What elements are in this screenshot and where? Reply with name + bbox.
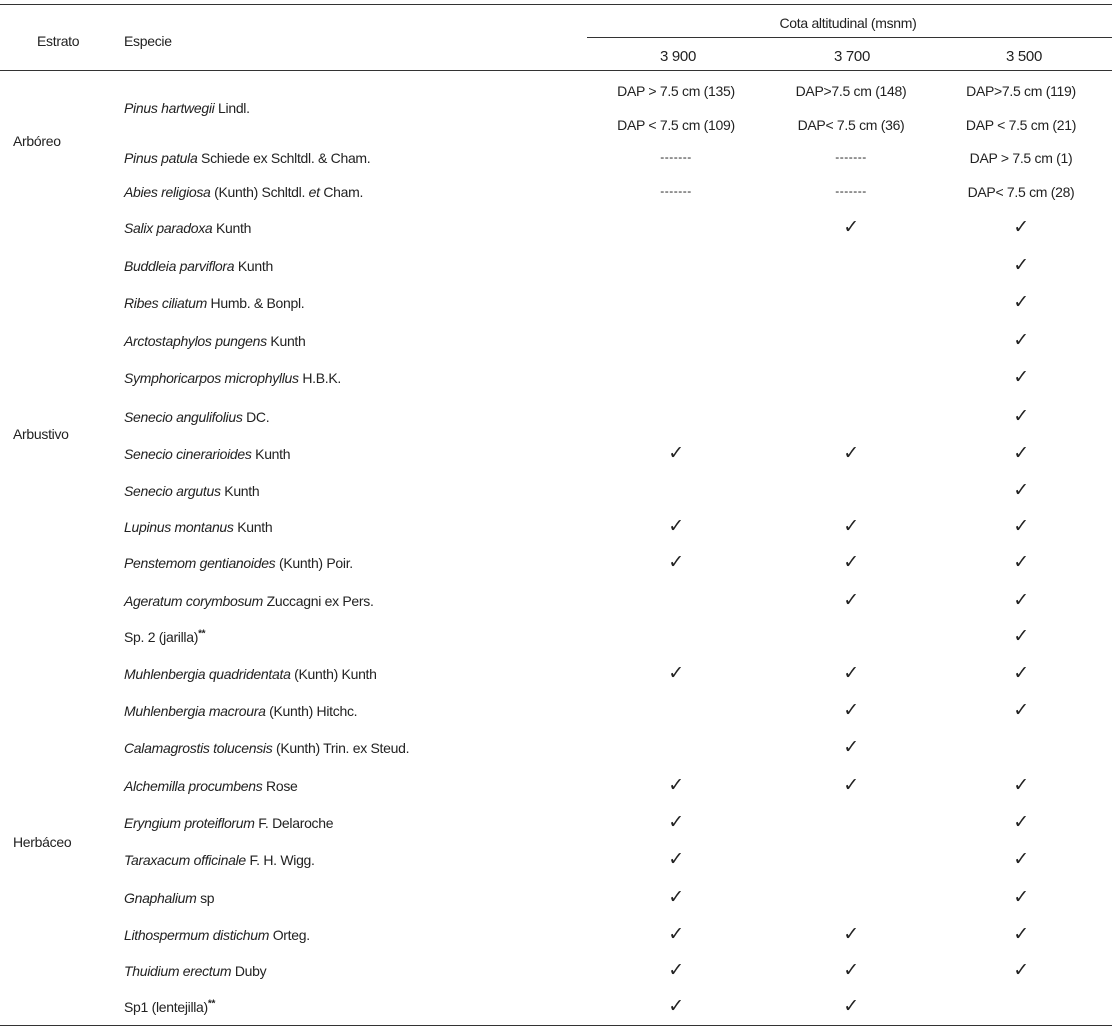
species-author: Zuccagni ex Pers. bbox=[263, 593, 374, 609]
species-name bbox=[124, 890, 214, 906]
header-especie: Especie bbox=[124, 33, 172, 49]
species-genus: Thuidium erectum bbox=[124, 963, 232, 979]
species-name bbox=[124, 258, 273, 274]
header-bottom-rule bbox=[0, 70, 1112, 71]
check-icon: ✓ bbox=[668, 515, 684, 537]
species-genus: Pinus patula bbox=[124, 150, 198, 166]
check-icon: ✓ bbox=[843, 774, 859, 796]
cota-rule bbox=[587, 37, 1112, 38]
check-icon: ✓ bbox=[1013, 216, 1029, 238]
header-altitude-3700: 3 700 bbox=[833, 48, 871, 65]
species-author: Kunth bbox=[212, 220, 252, 236]
species-genus: Lupinus montanus bbox=[124, 519, 234, 535]
header-altitude-3500: 3 500 bbox=[1005, 48, 1043, 65]
species-author: DC. bbox=[242, 409, 270, 425]
check-icon: ✓ bbox=[843, 589, 859, 611]
species-author: Rose bbox=[262, 778, 298, 794]
check-icon: ✓ bbox=[668, 811, 684, 833]
species-genus: Gnaphalium bbox=[124, 890, 197, 906]
check-icon: ✓ bbox=[668, 959, 684, 981]
dap-cell-2: ------- bbox=[835, 184, 867, 198]
species-author: F. Delaroche bbox=[254, 815, 334, 831]
species-author: Lindl. bbox=[214, 100, 250, 116]
species-author: Kunth bbox=[251, 446, 291, 462]
species-name bbox=[124, 220, 251, 236]
species-name bbox=[124, 555, 353, 571]
dap-cell-2-second: DAP< 7.5 cm (36) bbox=[797, 117, 905, 133]
dap-cell-3: DAP > 7.5 cm (1) bbox=[969, 150, 1073, 166]
species-author: (Kunth) Poir. bbox=[275, 555, 353, 571]
species-plain-name: Sp. 2 (jarilla) bbox=[124, 629, 199, 645]
species-genus: Pinus hartwegii bbox=[124, 100, 215, 116]
species-genus: Buddleia parviflora bbox=[124, 258, 235, 274]
species-name bbox=[124, 409, 269, 425]
check-icon: ✓ bbox=[1013, 442, 1029, 464]
dap-cell-1-second: DAP < 7.5 cm (109) bbox=[617, 117, 735, 133]
species-genus: Senecio angulifolius bbox=[124, 409, 243, 425]
species-author: Orteg. bbox=[269, 927, 310, 943]
check-icon: ✓ bbox=[843, 551, 859, 573]
stratum-arboreo: Arbóreo bbox=[13, 133, 61, 149]
species-author: Duby bbox=[231, 963, 267, 979]
check-icon: ✓ bbox=[843, 515, 859, 537]
stratum-herbaceo: Herbáceo bbox=[13, 834, 72, 850]
check-icon: ✓ bbox=[1013, 662, 1029, 684]
species-genus: Salix paradoxa bbox=[124, 220, 213, 236]
species-name bbox=[124, 593, 374, 609]
dap-cell-1: ------- bbox=[660, 150, 692, 164]
stratum-arbustivo: Arbustivo bbox=[13, 426, 69, 442]
check-icon: ✓ bbox=[843, 959, 859, 981]
check-icon: ✓ bbox=[668, 662, 684, 684]
species-genus: Ageratum corymbosum bbox=[124, 593, 264, 609]
species-author: F. H. Wigg. bbox=[245, 852, 315, 868]
species-name bbox=[124, 100, 250, 116]
species-author: (Kunth) Schltdl. bbox=[210, 184, 309, 200]
species-author: Kunth bbox=[233, 519, 273, 535]
species-genus: Senecio cinerarioides bbox=[124, 446, 252, 462]
species-name bbox=[124, 778, 298, 794]
species-name bbox=[124, 519, 272, 535]
species-author: (Kunth) Trin. ex Steud. bbox=[272, 740, 410, 756]
species-genus: Calamagrostis tolucensis bbox=[124, 740, 273, 756]
species-name bbox=[124, 666, 377, 682]
check-icon: ✓ bbox=[1013, 923, 1029, 945]
check-icon: ✓ bbox=[1013, 551, 1029, 573]
check-icon: ✓ bbox=[843, 442, 859, 464]
species-author: (Kunth) Kunth bbox=[290, 666, 377, 682]
species-name bbox=[124, 446, 290, 462]
dap-cell-1: ------- bbox=[660, 184, 692, 198]
check-icon: ✓ bbox=[1013, 589, 1029, 611]
species-name bbox=[124, 927, 310, 943]
species-name bbox=[124, 852, 315, 868]
check-icon: ✓ bbox=[1013, 291, 1029, 313]
species-author: (Kunth) Hitchc. bbox=[265, 703, 358, 719]
header-altitude-3900: 3 900 bbox=[659, 48, 697, 65]
species-genus: Arctostaphylos pungens bbox=[124, 333, 267, 349]
dap-cell-2: DAP>7.5 cm (148) bbox=[795, 83, 907, 99]
species-name bbox=[124, 333, 306, 349]
dap-cell-1: DAP > 7.5 cm (135) bbox=[617, 83, 735, 99]
species-genus: Senecio argutus bbox=[124, 483, 221, 499]
species-genus: Ribes ciliatum bbox=[124, 295, 207, 311]
check-icon: ✓ bbox=[1013, 774, 1029, 796]
species-name bbox=[124, 483, 259, 499]
species-genus: Muhlenbergia macroura bbox=[124, 703, 266, 719]
species-genus: Taraxacum officinale bbox=[124, 852, 246, 868]
species-genus: Symphoricarpos microphyllus bbox=[124, 370, 299, 386]
check-icon: ✓ bbox=[1013, 699, 1029, 721]
species-author-italic: et bbox=[308, 184, 320, 200]
species-author-rest: Cham. bbox=[319, 184, 364, 200]
check-icon: ✓ bbox=[1013, 625, 1029, 647]
check-icon: ✓ bbox=[1013, 479, 1029, 501]
dap-cell-3: DAP< 7.5 cm (28) bbox=[967, 184, 1075, 200]
check-icon: ✓ bbox=[1013, 886, 1029, 908]
species-name bbox=[124, 740, 409, 756]
check-icon: ✓ bbox=[1013, 405, 1029, 427]
species-author: H.B.K. bbox=[298, 370, 341, 386]
species-author: Schiede ex Schltdl. & Cham. bbox=[197, 150, 371, 166]
species-name bbox=[124, 184, 363, 200]
species-genus: Lithospermum distichum bbox=[124, 927, 270, 943]
footnote-marker: ** bbox=[198, 628, 206, 640]
check-icon: ✓ bbox=[668, 995, 684, 1017]
check-icon: ✓ bbox=[1013, 254, 1029, 276]
check-icon: ✓ bbox=[1013, 515, 1029, 537]
check-icon: ✓ bbox=[1013, 366, 1029, 388]
species-genus: Eryngium proteiflorum bbox=[124, 815, 255, 831]
dap-cell-2: ------- bbox=[835, 150, 867, 164]
species-genus: Abies religiosa bbox=[124, 184, 211, 200]
dap-cell-3: DAP>7.5 cm (119) bbox=[966, 83, 1076, 99]
check-icon: ✓ bbox=[668, 848, 684, 870]
dap-cell-3-second: DAP < 7.5 cm (21) bbox=[965, 117, 1077, 133]
check-icon: ✓ bbox=[1013, 329, 1029, 351]
check-icon: ✓ bbox=[843, 216, 859, 238]
check-icon: ✓ bbox=[668, 774, 684, 796]
check-icon: ✓ bbox=[668, 551, 684, 573]
check-icon: ✓ bbox=[668, 886, 684, 908]
header-estrato: Estrato bbox=[37, 33, 80, 49]
species-name bbox=[124, 815, 333, 831]
species-author: Kunth bbox=[234, 258, 273, 274]
check-icon: ✓ bbox=[668, 442, 684, 464]
check-icon: ✓ bbox=[843, 662, 859, 684]
footnote-marker: ** bbox=[207, 998, 216, 1010]
check-icon: ✓ bbox=[843, 923, 859, 945]
species-name bbox=[124, 370, 341, 386]
species-genus: Alchemilla procumbens bbox=[124, 778, 263, 794]
species-author: Humb. & Bonpl. bbox=[206, 295, 305, 311]
species-plain-name: Sp1 (lentejilla) bbox=[124, 999, 208, 1015]
species-genus: Muhlenbergia quadridentata bbox=[124, 666, 291, 682]
check-icon: ✓ bbox=[1013, 811, 1029, 833]
top-rule bbox=[0, 4, 1112, 5]
species-author: Kunth bbox=[220, 483, 260, 499]
species-name bbox=[124, 963, 266, 979]
species-name bbox=[124, 999, 215, 1015]
check-icon: ✓ bbox=[668, 923, 684, 945]
check-icon: ✓ bbox=[1013, 848, 1029, 870]
species-author: sp bbox=[196, 890, 215, 906]
species-name bbox=[124, 629, 205, 645]
check-icon: ✓ bbox=[843, 699, 859, 721]
header-cota-altitudinal: Cota altitudinal (msnm) bbox=[779, 15, 917, 31]
species-name bbox=[124, 150, 370, 166]
species-author: Kunth bbox=[266, 333, 306, 349]
check-icon: ✓ bbox=[843, 736, 859, 758]
species-genus: Penstemom gentianoides bbox=[124, 555, 276, 571]
check-icon: ✓ bbox=[843, 995, 859, 1017]
check-icon: ✓ bbox=[1013, 959, 1029, 981]
bottom-rule bbox=[0, 1025, 1112, 1026]
species-name bbox=[124, 295, 304, 311]
species-name bbox=[124, 703, 357, 719]
